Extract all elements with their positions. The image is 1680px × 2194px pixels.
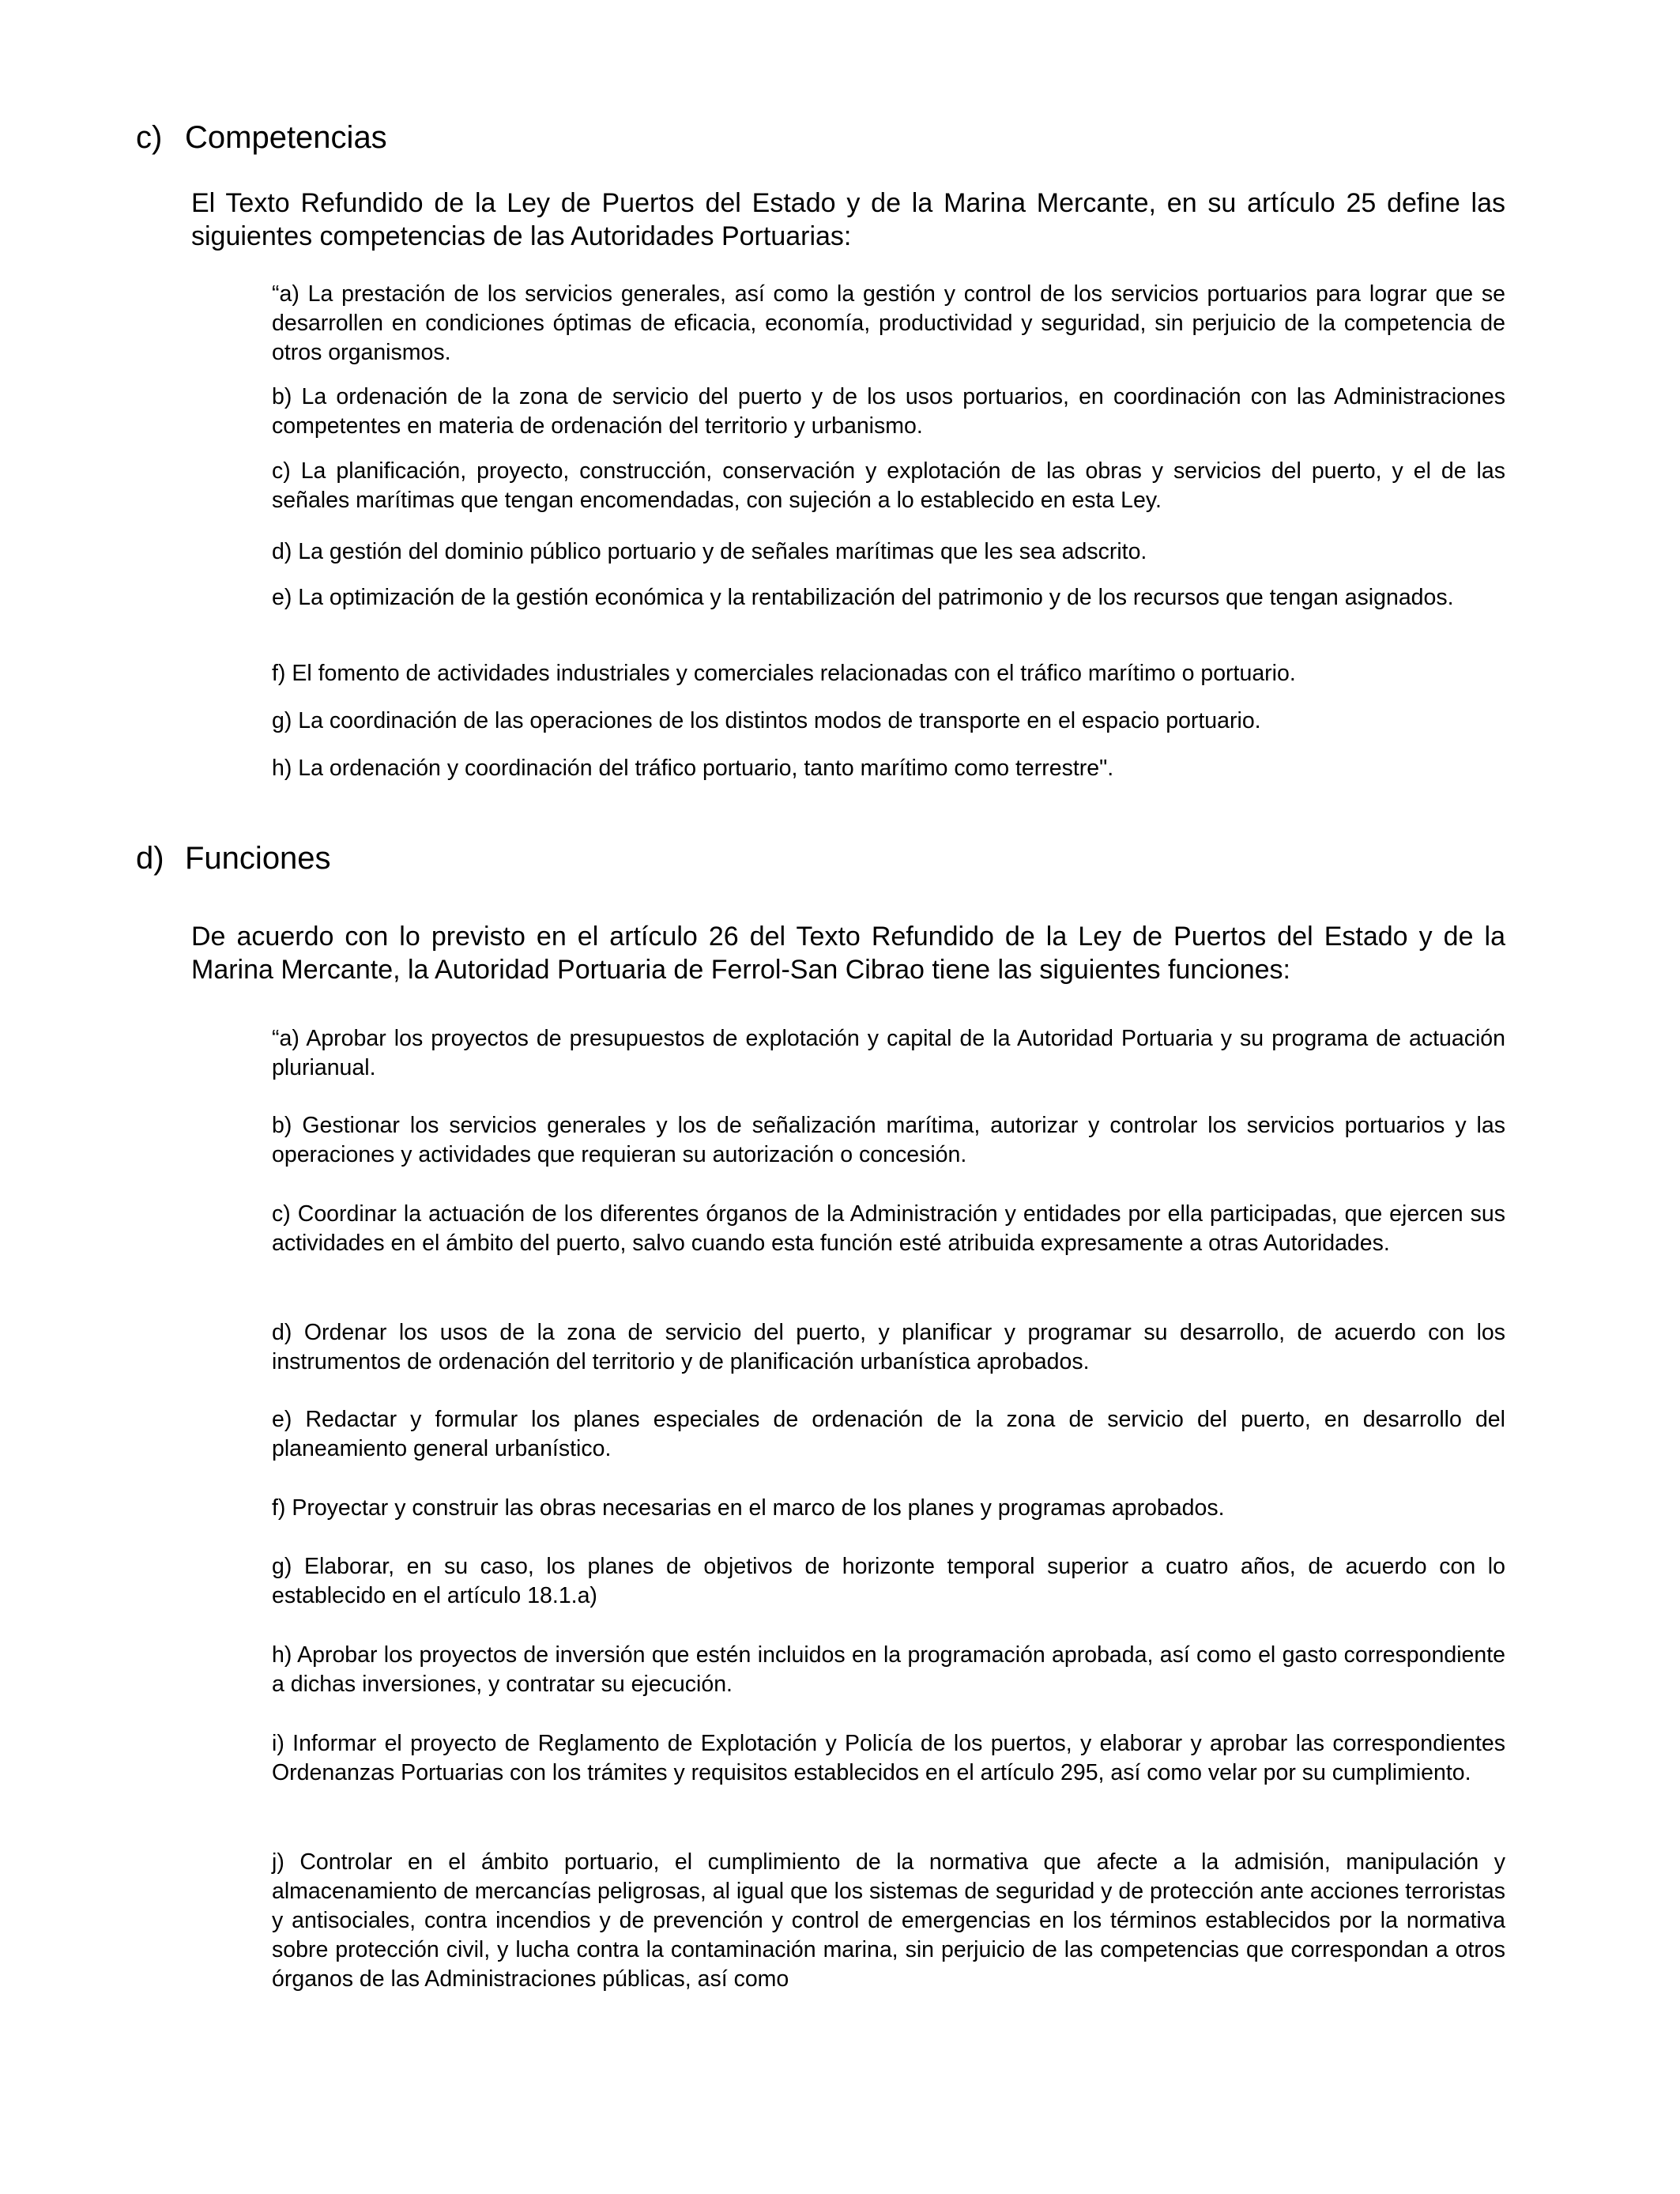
competencia-item-c: c) La planificación, proyecto, construcción, conservación y explotación de las obras y servicios del puerto, y el de las señales marítimas que tengan encomendadas, con sujeción a lo establecido en esta Ley. — [272, 458, 1505, 513]
funcion-item-d: d) Ordenar los usos de la zona de servicio del puerto, y planificar y programar su desarrollo, de acuerdo con los instrumentos de ordenación del territorio y de planificación urbanística aprobados. — [272, 1320, 1505, 1374]
section-d-title: Funciones — [185, 841, 331, 876]
funcion-item-c: c) Coordinar la actuación de los diferentes órganos de la Administración y entidades por ella participadas, que ejercen sus actividades en el ámbito del puerto, salvo cuando esta función esté atribuida expresamente a otras Autoridades. — [272, 1201, 1505, 1256]
funcion-item-i: i) Informar el proyecto de Reglamento de Explotación y Policía de los puertos, y elaborar y aprobar las correspondientes Ordenanzas Portuarias con los trámites y requisitos establecidos en el artículo 295, así como velar por su cumplimiento. — [272, 1731, 1505, 1785]
section-d-marker: d) — [136, 841, 164, 876]
competencia-item-h: h) La ordenación y coordinación del tráfico portuario, tanto marítimo como terrestre". — [272, 756, 1114, 781]
funcion-item-j: j) Controlar en el ámbito portuario, el cumplimiento de la normativa que afecte a la admisión, manipulación y almacenamiento de mercancías peligrosas, al igual que los sistemas de seguridad y de protección ante acciones terroristas y antisociales, contra incendios y de prevención y control de emergencias en los términos establecidos por la normativa sobre protección civil, y lucha contra la contaminación marina, sin perjuicio de las competencias que correspondan a otros órganos de las Administraciones públicas, así como — [272, 1849, 1505, 1992]
funcion-item-h: h) Aprobar los proyectos de inversión que estén incluidos en la programación aprobada, así como el gasto correspondiente a dichas inversiones, y contratar su ejecución. — [272, 1642, 1505, 1697]
funcion-item-e: e) Redactar y formular los planes especiales de ordenación de la zona de servicio del puerto, en desarrollo del planeamiento general urbanístico. — [272, 1407, 1505, 1461]
section-c-heading — [136, 119, 387, 156]
competencia-item-a: “a) La prestación de los servicios generales, así como la gestión y control de los servicios portuarios para lograr que se desarrollen en condiciones óptimas de eficacia, economía, productividad y seguridad, sin perjuicio de la competencia de otros organismos. — [272, 281, 1505, 365]
section-d-heading — [136, 839, 331, 877]
competencia-item-e: e) La optimización de la gestión económica y la rentabilización del patrimonio y de los recursos que tengan asignados. — [272, 585, 1454, 610]
funcion-item-a: “a) Aprobar los proyectos de presupuestos de explotación y capital de la Autoridad Portuaria y su programa de actuación plurianual. — [272, 1026, 1505, 1080]
section-c-intro: El Texto Refundido de la Ley de Puertos del Estado y de la Marina Mercante, en su artículo 25 define las siguientes competencias de las Autoridades Portuarias: — [191, 188, 1505, 251]
competencia-item-g: g) La coordinación de las operaciones de los distintos modos de transporte en el espacio portuario. — [272, 708, 1261, 733]
section-d-intro: De acuerdo con lo previsto en el artículo 26 del Texto Refundido de la Ley de Puertos del Estado y de la Marina Mercante, la Autoridad Portuaria de Ferrol-San Cibrao tiene las siguientes funciones: — [191, 922, 1505, 985]
section-c-title: Competencias — [185, 120, 387, 155]
section-c-marker: c) — [136, 120, 163, 155]
competencia-item-f: f) El fomento de actividades industriales y comerciales relacionadas con el tráfico marítimo o portuario. — [272, 661, 1296, 686]
competencia-item-d: d) La gestión del dominio público portuario y de señales marítimas que les sea adscrito. — [272, 539, 1147, 564]
funcion-item-f: f) Proyectar y construir las obras necesarias en el marco de los planes y programas aprobados. — [272, 1495, 1225, 1521]
competencia-item-b: b) La ordenación de la zona de servicio del puerto y de los usos portuarios, en coordinación con las Administraciones competentes en materia de ordenación del territorio y urbanismo. — [272, 384, 1505, 439]
funcion-item-g: g) Elaborar, en su caso, los planes de objetivos de horizonte temporal superior a cuatro años, de acuerdo con lo establecido en el artículo 18.1.a) — [272, 1554, 1505, 1608]
funcion-item-b: b) Gestionar los servicios generales y los de señalización marítima, autorizar y controlar los servicios portuarios y las operaciones y actividades que requieran su autorización o concesión. — [272, 1113, 1505, 1167]
